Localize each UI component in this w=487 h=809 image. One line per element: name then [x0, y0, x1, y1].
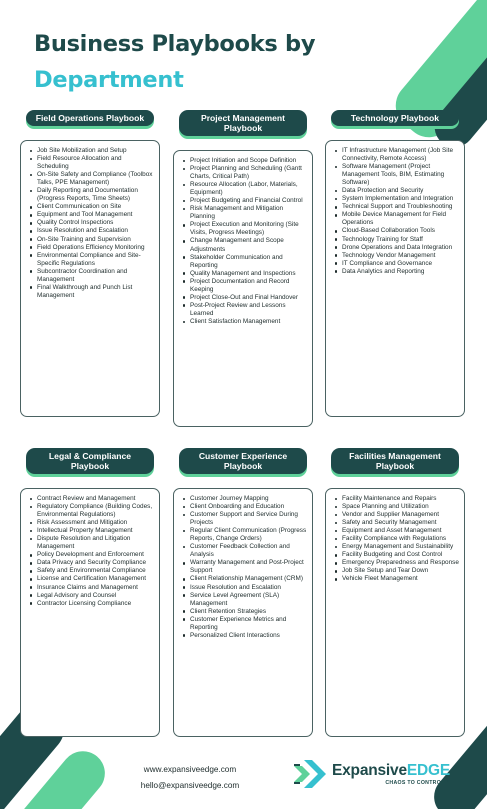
- list-item: Customer Feedback Collection and Analysis: [180, 543, 307, 559]
- playbook-item-list: [180, 495, 307, 640]
- list-item: Regulatory Compliance (Building Codes, Environmental Regulations): [27, 503, 154, 519]
- email-link[interactable]: hello@expansiveedge.com: [140, 781, 240, 790]
- brand-tagline: CHAOS TO CONTROL™: [385, 779, 451, 786]
- list-item: Technical Support and Troubleshooting: [332, 203, 459, 211]
- list-item: Project Execution and Monitoring (Site Visits, Progress Meetings): [180, 221, 307, 237]
- list-item: Customer Journey Mapping: [180, 495, 307, 503]
- list-item: Vehicle Fleet Management: [332, 575, 459, 583]
- playbook-item-list: [332, 147, 459, 276]
- list-item: Client Relationship Management (CRM): [180, 575, 307, 583]
- list-item: Risk Management and Mitigation Planning: [180, 205, 307, 221]
- list-item: Quality Control Inspections: [27, 219, 154, 227]
- playbook-section: [173, 110, 313, 427]
- list-item: Data Privacy and Security Compliance: [27, 559, 154, 567]
- list-item: Field Resource Allocation and Scheduling: [27, 155, 154, 171]
- list-item: Emergency Preparedness and Response: [332, 559, 459, 567]
- list-item: Client Onboarding and Education: [180, 503, 307, 511]
- playbook-card: [20, 140, 160, 417]
- list-item: Stakeholder Communication and Reporting: [180, 254, 307, 270]
- list-item: Job Site Mobilization and Setup: [27, 147, 154, 155]
- list-item: Software Management (Project Management Tools, BIM, Estimating Software): [332, 163, 459, 187]
- list-item: Field Operations Efficiency Monitoring: [27, 244, 154, 252]
- playbook-section: [173, 448, 313, 737]
- list-item: Job Site Setup and Tear Down: [332, 567, 459, 575]
- list-item: License and Certification Management: [27, 575, 154, 583]
- list-item: Project Close-Out and Final Handover: [180, 294, 307, 302]
- list-item: Resource Allocation (Labor, Materials, Equipment): [180, 181, 307, 197]
- list-item: Environmental Compliance and Site-Specific Regulations: [27, 252, 154, 268]
- list-item: Risk Assessment and Mitigation: [27, 519, 154, 527]
- playbook-item-list: [180, 157, 307, 326]
- list-item: Project Planning and Scheduling (Gantt Charts, Critical Path): [180, 165, 307, 181]
- list-item: Drone Operations and Data Integration: [332, 244, 459, 252]
- list-item: Change Management and Scope Adjustments: [180, 237, 307, 253]
- list-item: Technology Vendor Management: [332, 252, 459, 260]
- list-item: Issue Resolution and Escalation: [27, 227, 154, 235]
- playbook-item-list: [332, 495, 459, 584]
- page-title-line2: Department: [34, 67, 184, 93]
- list-item: Safety and Environmental Compliance: [27, 567, 154, 575]
- list-item: System Implementation and Integration: [332, 195, 459, 203]
- playbook-card: [325, 488, 465, 737]
- list-item: Client Retention Strategies: [180, 608, 307, 616]
- list-item: Client Communication on Site: [27, 203, 154, 211]
- playbook-section-title: Field Operations Playbook: [26, 110, 154, 126]
- playbook-card: [325, 140, 465, 417]
- list-item: Service Level Agreement (SLA) Management: [180, 592, 307, 608]
- list-item: Contract Review and Management: [27, 495, 154, 503]
- list-item: Subcontractor Coordination and Management: [27, 268, 154, 284]
- playbook-section-title: Customer Experience Playbook: [179, 448, 307, 474]
- contact-info: [120, 762, 260, 794]
- playbook-card: [173, 488, 313, 737]
- list-item: Policy Development and Enforcement: [27, 551, 154, 559]
- list-item: Data Protection and Security: [332, 187, 459, 195]
- list-item: Project Budgeting and Financial Control: [180, 197, 307, 205]
- list-item: Quality Management and Inspections: [180, 270, 307, 278]
- list-item: Personalized Client Interactions: [180, 632, 307, 640]
- list-item: Space Planning and Utilization: [332, 503, 459, 511]
- list-item: On-Site Training and Supervision: [27, 236, 154, 244]
- list-item: Vendor and Supplier Management: [332, 511, 459, 519]
- playbook-section-title: Legal & Compliance Playbook: [26, 448, 154, 474]
- list-item: Warranty Management and Post-Project Support: [180, 559, 307, 575]
- list-item: Contractor Licensing Compliance: [27, 600, 154, 608]
- list-item: Client Satisfaction Management: [180, 318, 307, 326]
- playbook-section: [325, 110, 465, 417]
- list-item: Facility Maintenance and Repairs: [332, 495, 459, 503]
- playbook-card: [173, 150, 313, 427]
- list-item: Customer Experience Metrics and Reporting: [180, 616, 307, 632]
- list-item: Insurance Claims and Management: [27, 584, 154, 592]
- list-item: Mobile Device Management for Field Operations: [332, 211, 459, 227]
- list-item: On-Site Safety and Compliance (Toolbox Talks, PPE Management): [27, 171, 154, 187]
- playbook-section: [325, 448, 465, 737]
- brand-name-part2: EDGE: [406, 761, 451, 779]
- playbook-section: [20, 448, 160, 737]
- list-item: IT Compliance and Governance: [332, 260, 459, 268]
- list-item: Facility Compliance with Regulations: [332, 535, 459, 543]
- playbook-section-title: Project Management Playbook: [179, 110, 307, 136]
- page-title-line1: Business Playbooks by: [34, 31, 316, 57]
- brand-name: [332, 762, 450, 780]
- playbook-section-title: Facilities Management Playbook: [331, 448, 459, 474]
- list-item: Dispute Resolution and Litigation Management: [27, 535, 154, 551]
- list-item: Technology Training for Staff: [332, 236, 459, 244]
- list-item: Customer Support and Service During Projects: [180, 511, 307, 527]
- playbook-card: [20, 488, 160, 737]
- brand-logo: [292, 756, 450, 792]
- expansive-edge-logo-icon: [292, 756, 328, 792]
- list-item: Cloud-Based Collaboration Tools: [332, 227, 459, 235]
- list-item: Safety and Security Management: [332, 519, 459, 527]
- list-item: Issue Resolution and Escalation: [180, 584, 307, 592]
- list-item: Regular Client Communication (Progress Reports, Change Orders): [180, 527, 307, 543]
- list-item: Intellectual Property Management: [27, 527, 154, 535]
- playbook-item-list: [27, 495, 154, 608]
- list-item: Post-Project Review and Lessons Learned: [180, 302, 307, 318]
- playbook-section: [20, 110, 160, 417]
- list-item: Data Analytics and Reporting: [332, 268, 459, 276]
- playbook-section-title: Technology Playbook: [331, 110, 459, 126]
- list-item: Final Walkthrough and Punch List Management: [27, 284, 154, 300]
- list-item: Energy Management and Sustainability: [332, 543, 459, 551]
- playbook-item-list: [27, 147, 154, 300]
- list-item: Project Documentation and Record Keeping: [180, 278, 307, 294]
- list-item: Equipment and Asset Management: [332, 527, 459, 535]
- list-item: Project Initiation and Scope Definition: [180, 157, 307, 165]
- list-item: Daily Reporting and Documentation (Progress Reports, Time Sheets): [27, 187, 154, 203]
- list-item: Legal Advisory and Counsel: [27, 592, 154, 600]
- brand-name-part1: Expansive: [332, 761, 407, 779]
- website-link[interactable]: www.expansiveedge.com: [143, 765, 237, 774]
- list-item: Facility Budgeting and Cost Control: [332, 551, 459, 559]
- page-title: [34, 26, 315, 98]
- list-item: IT Infrastructure Management (Job Site Connectivity, Remote Access): [332, 147, 459, 163]
- list-item: Equipment and Tool Management: [27, 211, 154, 219]
